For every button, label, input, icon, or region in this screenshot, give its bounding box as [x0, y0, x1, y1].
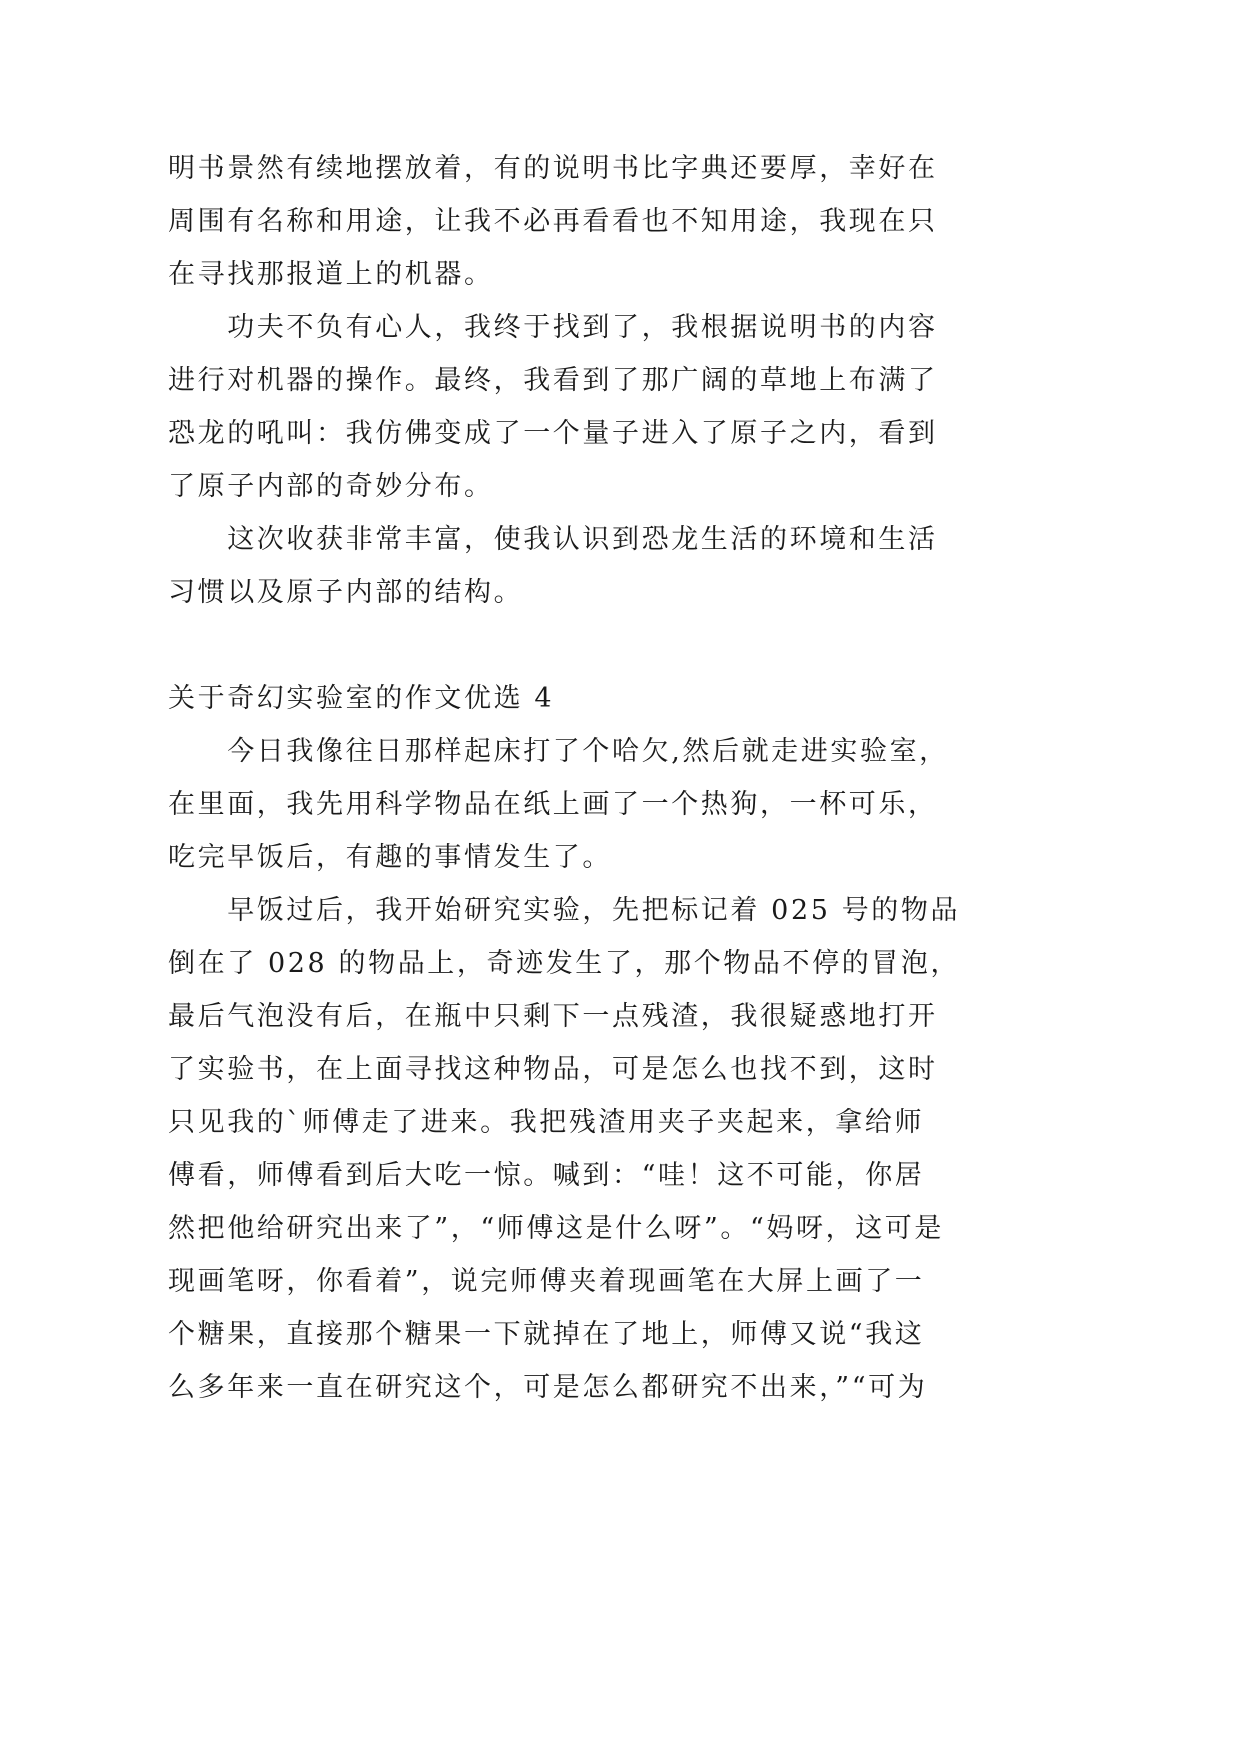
text-line: 今日我像往日那样起床打了个哈欠,然后就走进实验室， [168, 736, 949, 767]
text-line: 然把他给研究出来了”，“师傅这是什么呀”。“妈呀，这可是 [168, 1213, 945, 1244]
text-line: 只见我的`师傅走了进来。我把残渣用夹子夹起来，拿给师 [168, 1107, 925, 1138]
text-line: 在寻找那报道上的机器。 [168, 259, 494, 290]
text-line: 进行对机器的操作。最终，我看到了那广阔的草地上布满了 [168, 365, 938, 396]
text-line: 倒在了 028 的物品上，奇迹发生了，那个物品不停的冒泡， [168, 948, 961, 979]
text-line: 周围有名称和用途，让我不必再看看也不知用途，我现在只 [168, 206, 938, 237]
text-line: 个糖果，直接那个糖果一下就掉在了地上，师傅又说“我这 [168, 1319, 925, 1350]
text-line: 习惯以及原子内部的结构。 [168, 577, 524, 608]
section-title: 关于奇幻实验室的作文优选 4 [168, 683, 555, 714]
section-spacer [168, 619, 943, 672]
text-line: 傅看，师傅看到后大吃一惊。喊到：“哇！这不可能，你居 [168, 1160, 925, 1191]
text-line: 在里面，我先用科学物品在纸上画了一个热狗，一杯可乐， [168, 789, 938, 820]
text-line: 功夫不负有心人，我终于找到了，我根据说明书的内容 [168, 312, 938, 343]
text-line: 么多年来一直在研究这个，可是怎么都研究不出来，”“可为 [168, 1372, 928, 1403]
text-line: 吃完早饭后，有趣的事情发生了。 [168, 842, 612, 873]
text-line: 了实验书，在上面寻找这种物品，可是怎么也找不到，这时 [168, 1054, 938, 1085]
text-line: 早饭过后，我开始研究实验，先把标记着 025 号的物品 [168, 895, 961, 926]
text-line: 明书景然有续地摆放着，有的说明书比字典还要厚，幸好在 [168, 153, 938, 184]
text-line: 了原子内部的奇妙分布。 [168, 471, 494, 502]
text-line: 恐龙的吼叫：我仿佛变成了一个量子进入了原子之内，看到 [168, 418, 938, 449]
text-line: 现画笔呀，你看着”，说完师傅夹着现画笔在大屏上画了一 [168, 1266, 925, 1297]
text-line: 这次收获非常丰富，使我认识到恐龙生活的环境和生活 [168, 524, 938, 555]
document-body [168, 142, 961, 1414]
text-line: 最后气泡没有后，在瓶中只剩下一点残渣，我很疑惑地打开 [168, 1001, 938, 1032]
